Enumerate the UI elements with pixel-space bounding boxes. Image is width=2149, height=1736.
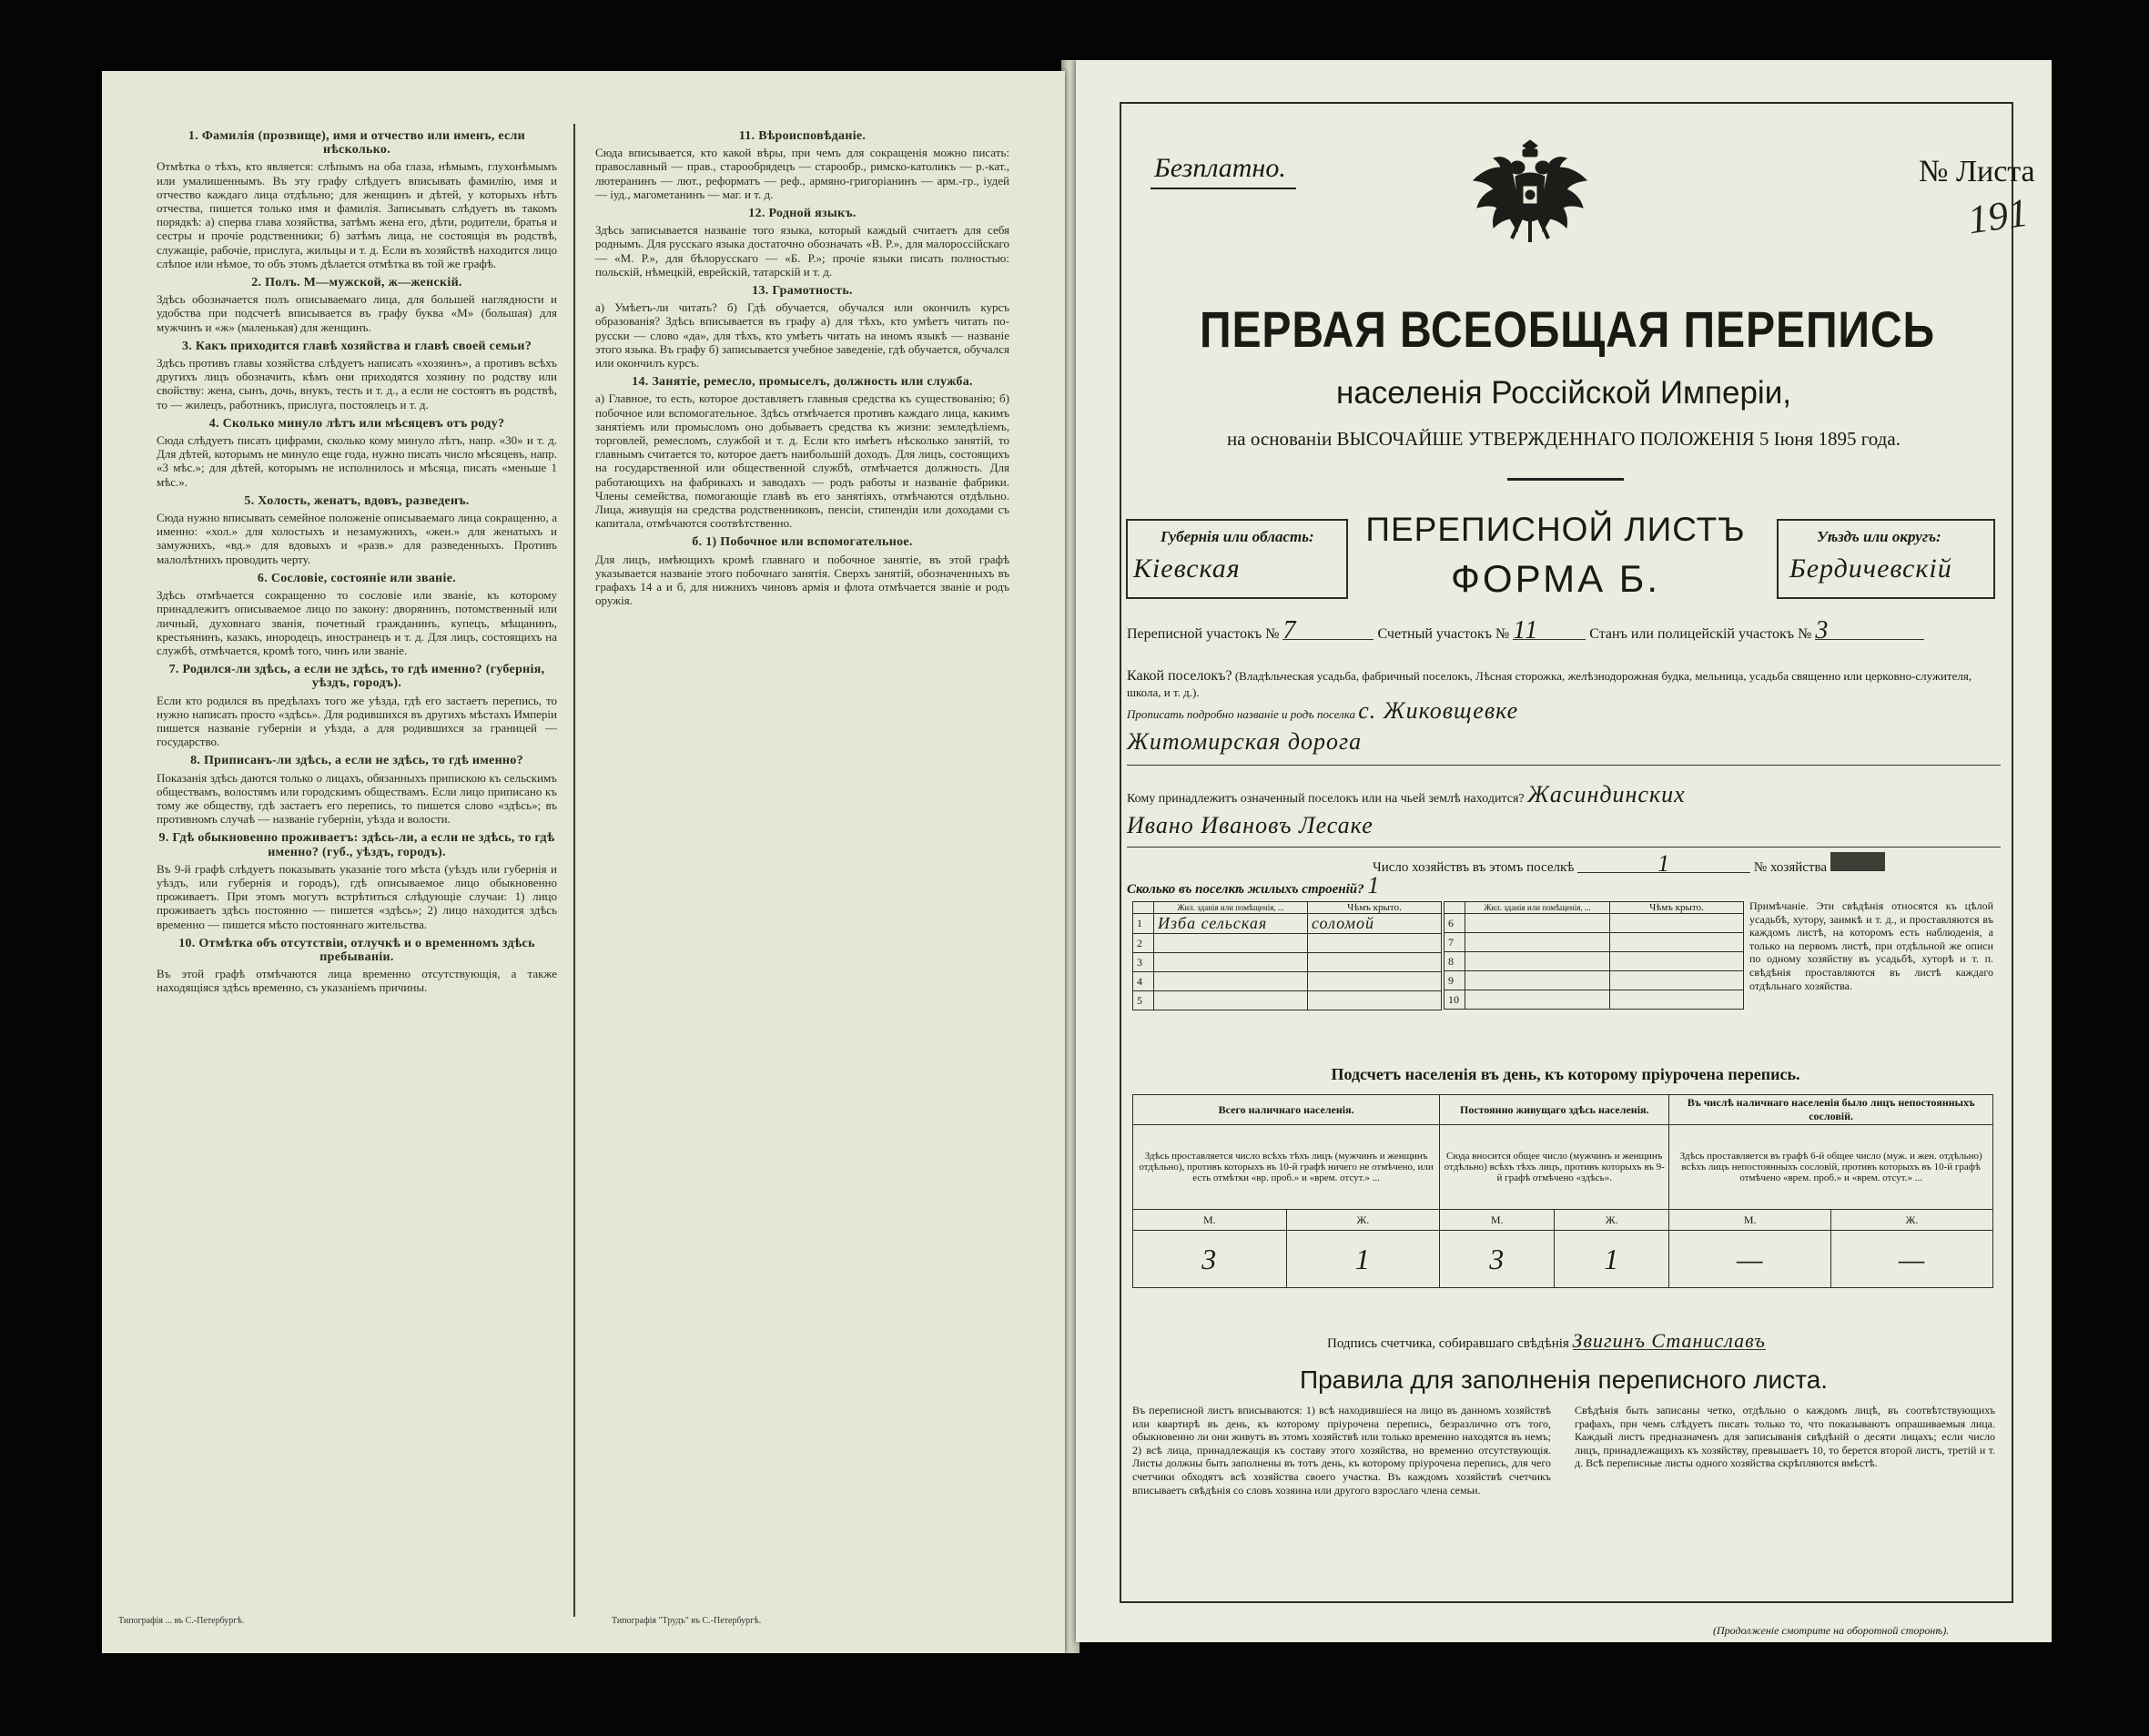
province-box (1126, 519, 1348, 599)
buildings-col-roof-right: Чѣмъ крыто. (1610, 902, 1744, 914)
building-type (1465, 990, 1610, 1010)
building-type (1465, 952, 1610, 971)
instruction-section-heading: 4. Сколько минуло лѣтъ или мѣсяцевъ отъ роду? (208, 416, 505, 431)
building-row-number: 8 (1444, 952, 1465, 971)
building-roof (1610, 914, 1744, 933)
owner-label: Кому принадлежитъ означенный поселокъ или на чьей землѣ находится? (1127, 792, 1525, 806)
instruction-section-heading: б. 1) Побочное или вспомогательное. (692, 535, 913, 550)
count-sex-header: М. (1133, 1210, 1287, 1231)
instruction-section-text: а) Умѣетъ-ли читать? б) Гдѣ обучается, обучался или окончилъ курсъ образованія? Здѣсь вписывается въ графу а) для тѣхъ, кто умѣетъ читать по-русски — слово «да», для тѣхъ, кто умѣетъ читать на иномъ языкѣ — названіе этого языка. Въ графу б) записывается учебное заведеніе, гдѣ обучается, обучался или окончилъ курсъ. (595, 300, 1009, 371)
census-area-label: Переписной участокъ № (1127, 626, 1280, 642)
buildings-row (1133, 953, 1442, 972)
instruction-section-text: Здѣсь противъ главы хозяйства слѣдуетъ написать «хозяинъ», а противъ всѣхъ другихъ лицъ обозначить, кѣмъ они приходятся хозяину по родству или свойству: жена, сынъ, дочь, внукъ, тесть и т. д., а если не состоятъ въ родствѣ, то — жилецъ, работникъ, прислуга, постоялецъ и т. д. (157, 356, 557, 411)
settlement-hint-2: Прописать подробно названіе и родъ поселка (1127, 707, 1355, 721)
buildings-row (1133, 991, 1442, 1010)
instruction-section-heading: 10. Отмѣтка объ отсутствіи, отлучкѣ и о временномъ здѣсь пребываніи. (178, 936, 535, 964)
household-number-label: № хозяйства (1753, 860, 1828, 875)
population-count-table (1132, 1094, 1993, 1288)
building-roof (1610, 933, 1744, 952)
census-area-row (1127, 616, 2001, 645)
building-type (1154, 991, 1308, 1010)
households-value: 1 (1577, 856, 1750, 873)
right-page-census-form (1076, 60, 2052, 1642)
signature-label: Подпись счетчика, собиравшаго свѣдѣнія (1327, 1336, 1569, 1351)
count-area-value: 11 (1513, 623, 1586, 640)
imperial-eagle-emblem-icon (1470, 135, 1590, 251)
count-head-permanent: Постоянно живущаго здѣсь населенія. (1440, 1095, 1669, 1125)
building-row-number: 5 (1133, 991, 1154, 1010)
building-roof (1610, 971, 1744, 990)
instruction-section-heading: 5. Холость, женатъ, вдовъ, разведенъ. (244, 493, 470, 508)
buildings-col-what-right: Жил. зданія или помѣщенія, ... (1465, 902, 1610, 914)
province-label: Губернія или область: (1161, 528, 1314, 545)
buildings-col-roof: Чѣмъ крыто. (1308, 902, 1442, 914)
instruction-section-text: Въ 9-й графѣ слѣдуетъ показывать указаніе того мѣста (уѣздъ или губернія и уѣздъ, или губернія и городъ), гдѣ описываемое лицо обыкновенно проживаетъ. При этомъ могутъ встрѣтиться слѣдующіе случаи: 1) лицо проживаетъ здѣсь постоянно — пишется «здѣсь»; 2) лицо находится здѣсь временно — пишется мѣсто постояннаго жительства. (157, 861, 557, 931)
instruction-section-heading: 7. Родился-ли здѣсь, а если не здѣсь, то гдѣ именно? (губернія, уѣздъ, городъ). (168, 663, 545, 691)
count-head-present: Всего наличнаго населенія. (1133, 1095, 1440, 1125)
owner-row (1127, 781, 2001, 807)
instruction-section-heading: 14. Занятіе, ремесло, промыселъ, должность или служба. (632, 375, 973, 390)
instruction-section-heading: 11. Вѣроисповѣданіе. (738, 129, 867, 143)
province-value: Кіевская (1133, 553, 1241, 584)
count-value: — (1669, 1231, 1831, 1288)
building-row-number: 1 (1133, 914, 1154, 934)
printer-footer-right: Типографія "Трудъ" въ С.-Петербургѣ. (612, 1616, 762, 1626)
stan-value: 3 (1815, 623, 1924, 640)
population-count-title: Подсчетъ населенія въ день, къ которому пріурочена перепись. (1331, 1065, 1800, 1083)
settlement-hint: (Владѣльческая усадьба, фабричный поселокъ, Лѣсная сторожка, желѣзнодорожная будка, мельница, усадьба священно или церковно-служителя, школа, и т. д.). (1127, 669, 1972, 699)
buildings-table-right (1444, 901, 1744, 1010)
owner-value-2: Ивано Ивановъ Лесаке (1127, 812, 1374, 838)
instruction-section-text: Въ этой графѣ отмѣчаются лица временно отсутствующія, а также находящіяся здѣсь временно, съ указаніемъ причины. (157, 967, 557, 995)
buildings-row (1133, 972, 1442, 991)
signature-row (1327, 1329, 2001, 1352)
owner-row-2 (1127, 812, 2001, 848)
instruction-section-heading: 1. Фамилія (прозвище), имя и отчество или именъ, если нѣсколько. (188, 129, 526, 157)
count-table-values-row (1133, 1231, 1993, 1288)
instructions-column-left (157, 124, 557, 995)
buildings-row (1127, 872, 1673, 898)
sheet-number-label: № Листа (1919, 155, 2035, 188)
instruction-section-heading: 3. Какъ приходится главѣ хозяйства и главѣ своей семьи? (181, 339, 532, 353)
building-type (1465, 933, 1610, 952)
form-title: ПЕРЕПИСНОЙ ЛИСТЪ (1365, 511, 1746, 548)
buildings-row (1444, 933, 1744, 952)
buildings-row (1444, 990, 1744, 1010)
instruction-section-text: Сюда нужно вписывать семейное положеніе описываемаго лица сокращенно, а именно: «хол.» для холостыхъ и незамужнихъ, «жен.» для женатыхъ и замужнихъ, «вд.» для вдовыхъ и «разв.» для разведенныхъ. Противъ малолѣтнихъ проводить черту. (157, 511, 557, 566)
building-type (1465, 914, 1610, 933)
count-value: 3 (1133, 1231, 1287, 1288)
instruction-section-text: Сюда вписывается, кто какой вѣры, при чемъ для сокращенія можно писать: православный — прав., старообрядецъ — старообр., римско-католикъ — р.-кат., лютеранинъ — лют., реформатъ — реф., армяно-григоріанинъ — арм.-гр., іудей — іуд., магометанинъ — маг. и т. д. (595, 146, 1009, 201)
district-box (1777, 519, 1995, 599)
count-sex-header: М. (1440, 1210, 1555, 1231)
building-row-number: 4 (1133, 972, 1154, 991)
count-head-nonpermanent: Въ числѣ наличнаго населенія было лицъ непостоянныхъ сословій. (1669, 1095, 1993, 1125)
free-of-charge-label: Безплатно. (1154, 153, 1286, 183)
settlement-value-2: Житомирская дорога (1127, 728, 1363, 755)
settlement-row (1127, 668, 2001, 701)
count-value: 3 (1440, 1231, 1555, 1288)
instruction-section-heading: 2. Полъ. М—мужской, ж—женскій. (251, 276, 462, 290)
building-roof (1610, 990, 1744, 1010)
building-row-number: 2 (1133, 934, 1154, 953)
building-row-number: 3 (1133, 953, 1154, 972)
building-roof (1308, 934, 1442, 953)
building-row-number: 9 (1444, 971, 1465, 990)
count-sex-header: Ж. (1286, 1210, 1440, 1231)
building-type (1154, 972, 1308, 991)
building-type: Изба сельская (1154, 914, 1308, 934)
count-desc-permanent: Сюда вносится общее число (мужчинъ и женщинъ отдѣльно) всѣхъ тѣхъ лицъ, противъ которыхъ въ 9-й графѣ отмѣчено «здѣсь». (1440, 1125, 1669, 1210)
count-desc-present: Здѣсь проставляется число всѣхъ тѣхъ лицъ (мужчинъ и женщинъ отдѣльно), противъ которыхъ въ 10-й графѣ ничего не отмѣчено, или есть отмѣтки «вр. проб.» и «врем. отсут.» ... (1133, 1125, 1440, 1210)
buildings-col-what: Жил. зданія или помѣщенія, ... (1154, 902, 1308, 914)
instruction-section-text: Сюда слѣдуетъ писать цифрами, сколько кому минуло лѣтъ, напр. «30» и т. д. Для дѣтей, которымъ не минуло еще года, нужно писать число мѣсяцевъ, напр. «3 мѣс.»; для дѣтей, которымъ не исполнилось и мѣсяца, писать «меньше 1 мѣс.». (157, 433, 557, 489)
buildings-table-left (1132, 901, 1442, 1010)
settlement-row-2 (1127, 697, 2001, 724)
building-row-number: 7 (1444, 933, 1465, 952)
settlement-value-1: с. Жиковщевке (1358, 697, 1519, 724)
instruction-section-text: Если кто родился въ предѣлахъ того же уѣзда, гдѣ его застаетъ перепись, то нужно написать просто «здѣсь». Для родившихся въ другихъ мѣстахъ Имперіи пишется названіе губерніи и уѣзда, а для родившихся за границей — государство. (157, 693, 557, 749)
buildings-note: Примѣчаніе. Эти свѣдѣнія относятся къ цѣлой усадьбѣ, хутору, заимкѣ и т. д., и проставляются въ каждомъ листѣ, на которомъ есть наблюденія, а только на первомъ листѣ, при отдѣльной же описи по одному хозяйству въ усадьбѣ, хуторѣ и т. п. свѣдѣнія проставляются въ листѣ каждаго отдѣльнаго хозяйства. (1749, 899, 1993, 992)
count-sex-header: Ж. (1555, 1210, 1669, 1231)
household-number-stamp (1830, 852, 1885, 871)
instruction-section-heading: 13. Грамотность. (752, 284, 853, 299)
building-type (1154, 953, 1308, 972)
title-divider (1507, 478, 1624, 481)
instruction-section-text: Для лицъ, имѣющихъ кромѣ главнаго и побочное занятіе, въ этой графѣ указывается названіе этого побочнаго занятія. Сверхъ занятій, обозначенныхъ въ графахъ 14 а и б, для нижнихъ чиновъ армія и флота отмѣчается званіе и родъ оружія. (595, 552, 1009, 608)
building-roof (1610, 952, 1744, 971)
column-divider (573, 124, 575, 1617)
count-value: 1 (1555, 1231, 1669, 1288)
building-roof (1308, 953, 1442, 972)
rules-title: Правила для заполненія переписного листа. (1299, 1365, 1829, 1394)
instruction-section-text: Здѣсь записывается названіе того языка, который каждый считаетъ для себя роднымъ. Для русскаго языка достаточно обозначать «В. Р.», для малороссійскаго — «М. Р.», для бѣлорусскаго — «Б. Р.»; прочіе языки писать полностью: польскій, нѣмецкій, еврейскій, татарскій и т. д. (595, 223, 1009, 279)
signature-value: Звигинъ Станиславъ (1572, 1329, 1766, 1352)
buildings-label: Сколько въ поселкѣ жилыхъ строеній? (1127, 882, 1364, 897)
instruction-section-text: Здѣсь обозначается полъ описываемаго лица, для большей наглядности и удобства при подсчетѣ вписывается въ графу буква «М» (большая) для мужчинъ и «ж» (маленькая) для женщинъ. (157, 292, 557, 334)
census-legal-basis: на основаніи ВЫСОЧАЙШЕ УТВЕРЖДЕННАГО ПОЛОЖЕНІЯ 5 Іюня 1895 года. (1227, 428, 1901, 450)
instruction-section-text: Показанія здѣсь даются только о лицахъ, обязанныхъ припискою къ сельскимъ обществамъ, волостямъ или городскимъ обществамъ. Если лицо приписано къ тому же обществу, гдѣ застаетъ его перепись, то пишется слово «здѣсь»; въ противномъ случаѣ — названіе губерніи, уѣзда и волости. (157, 770, 557, 827)
count-sex-header: М. (1669, 1210, 1831, 1231)
instructions-column-right (595, 124, 1009, 608)
building-roof (1308, 991, 1442, 1010)
census-subtitle: населенія Россійской Имперіи, (1336, 375, 1791, 411)
rules-column-right: Свѣдѣнія быть записаны четко, отдѣльно о каждомъ лицѣ, въ соотвѣтствующихъ графахъ, при чемъ слѣдуетъ писать только то, что показываютъ опрашиваемыя лица. Каждый листъ предназначенъ для записыванія свѣдѣній о десяти лицахъ; если число лицъ, принадлежащихъ къ хозяйству, превышаетъ 10, то берется второй листъ, третій и т. д. Всѣ переписные листы одного хозяйства скрѣпляются вмѣстѣ. (1575, 1404, 1995, 1470)
building-row-number: 6 (1444, 914, 1465, 933)
rules-column-left: Въ переписной листъ вписываются: 1) всѣ находившіеся на лицо въ данномъ хозяйствѣ или квартирѣ въ день, къ которому пріурочена перепись, безразлично отъ того, обыкновенно ли они живутъ въ этомъ хозяйствѣ или только временно находятся въ немъ; 2) всѣ лица, принадлежащія къ составу этого хозяйства, но временно отсутствующія. Листы должны быть заполнены въ тотъ день, къ которому пріурочена перепись, для чего счетчики обходятъ всѣ хозяйства своего участка. Въ каждомъ хозяйствѣ счетчикъ вписываетъ свѣдѣнія со словъ хозяина или другого взрослаго члена семьи. (1132, 1404, 1551, 1497)
census-main-title: ПЕРВАЯ ВСЕОБЩАЯ ПЕРЕПИСЬ (1199, 300, 1936, 358)
district-label: Уѣздъ или округъ: (1817, 528, 1941, 545)
free-label-underline (1151, 188, 1296, 189)
buildings-row (1133, 934, 1442, 953)
households-row (1373, 852, 2001, 876)
instruction-section-text: Здѣсь отмѣчается сокращенно то сословіе или званіе, къ которому принадлежитъ описываемое лицо по закону: дворянинъ, потомственный или личный, духовнаго званія, почетный гражданинъ, купецъ, мѣщанинъ, крестьянинъ, казакъ, инородецъ, иностранецъ и т. д. Для лицъ, состоящихъ на службѣ, отмѣчается, кромѣ того, чинъ или званіе. (157, 588, 557, 657)
instruction-section-heading: 9. Гдѣ обыкновенно проживаетъ: здѣсь-ли, а если не здѣсь, то гдѣ именно? (губ., уѣздъ, городъ). (158, 831, 555, 859)
households-label: Число хозяйствъ въ этомъ поселкѣ (1373, 860, 1575, 875)
building-type (1154, 934, 1308, 953)
building-roof (1308, 972, 1442, 991)
count-desc-nonpermanent: Здѣсь проставляется въ графѣ 6-й общее число (муж. и жен. отдѣльно) всѣхъ лицъ непостоянныхъ сословій, противъ которыхъ въ 10-й графѣ отмѣчено «врем. проб.» и «врем. отсут.» ... (1669, 1125, 1993, 1210)
count-table-sex-row (1133, 1210, 1993, 1231)
printer-footer-left: Типографія ... въ С.-Петербургѣ. (118, 1616, 245, 1626)
count-value: 1 (1286, 1231, 1440, 1288)
buildings-table-header (1133, 902, 1442, 914)
buildings-row (1133, 914, 1442, 934)
census-area-value: 7 (1282, 623, 1374, 640)
buildings-table-header-right (1444, 902, 1744, 914)
settlement-row-3 (1127, 728, 2001, 766)
left-page-instructions (102, 71, 1065, 1653)
settlement-label: Какой поселокъ? (1127, 668, 1232, 684)
buildings-value: 1 (1367, 872, 1381, 898)
building-roof: соломой (1308, 914, 1442, 934)
district-value: Бердичевскій (1789, 553, 1952, 584)
count-sex-header: Ж. (1831, 1210, 1993, 1231)
instruction-section-heading: 8. Приписанъ-ли здѣсь, а если не здѣсь, то гдѣ именно? (190, 754, 523, 768)
buildings-row (1444, 952, 1744, 971)
sheet-number-handwritten: 191 (1964, 189, 2032, 243)
instruction-section-text: а) Главное, то есть, которое доставляетъ главныя средства къ существованію; б) побочное или вспомогательное. Здѣсь отмѣчается противъ каждаго лица, какимъ занятіемъ или промысломъ оно добываетъ средства къ жизни: земледѣліемъ, торговлей, ремесломъ, службой и т. д. Если кто имѣетъ нѣсколько занятій, то главнымъ считается то, которое даетъ наибольшій доходъ. Для лицъ, состоящихъ на государственной или общественной службѣ, отмѣчается должность. Для работающихъ на фабрикахъ и заводахъ — родъ работы и названіе фабрики. Члены семейства, помогающіе главѣ въ его занятіяхъ, отмѣчаются отдѣльно. Лица, живущія на средства родственниковъ, пенсіи, стипендіи или доходами съ капитала, отмѣчаются соотвѣтственно. (595, 391, 1009, 531)
count-value: — (1831, 1231, 1993, 1288)
building-row-number: 10 (1444, 990, 1465, 1010)
building-type (1465, 971, 1610, 990)
instruction-section-heading: 6. Сословіе, состояніе или званіе. (257, 571, 457, 585)
instruction-section-heading: 12. Родной языкъ. (748, 207, 857, 221)
instruction-section-text: Отмѣтка о тѣхъ, кто является: слѣпымъ на оба глаза, нѣмымъ, глухонѣмымъ или умалишеннымъ. Въ эту графу слѣдуетъ вписывать фамилію, имя и отчество каждаго лица отдѣльно; для женщинъ и дѣтей, у которыхъ нѣтъ отчества, пишется только имя и фамилія. Записывать слѣдуетъ въ такомъ порядкѣ: а) сперва глава хозяйства, затѣмъ жена его, дѣти, родители, братья и сестры и прочіе родственники; б) затѣмъ лица, не состоящія въ родствѣ, служащіе, рабочіе, прислуга, жильцы и т. д. Если въ хозяйствѣ находится лицо слѣпое или нѣмое, то объ этомъ дѣлается отмѣтка въ той же графѣ. (157, 159, 557, 270)
stan-label: Станъ или полицейскій участокъ № (1589, 626, 1812, 642)
buildings-row (1444, 914, 1744, 933)
buildings-row (1444, 971, 1744, 990)
count-table-heads (1133, 1095, 1993, 1125)
count-table-descriptions (1133, 1125, 1993, 1210)
rules-continuation-note: (Продолженіе смотрите на оборотной сторонѣ). (1713, 1624, 1950, 1637)
form-variant: ФОРМА Б. (1450, 557, 1661, 600)
owner-value-1: Жасиндинских (1527, 781, 1686, 807)
count-area-label: Счетный участокъ № (1377, 626, 1510, 642)
